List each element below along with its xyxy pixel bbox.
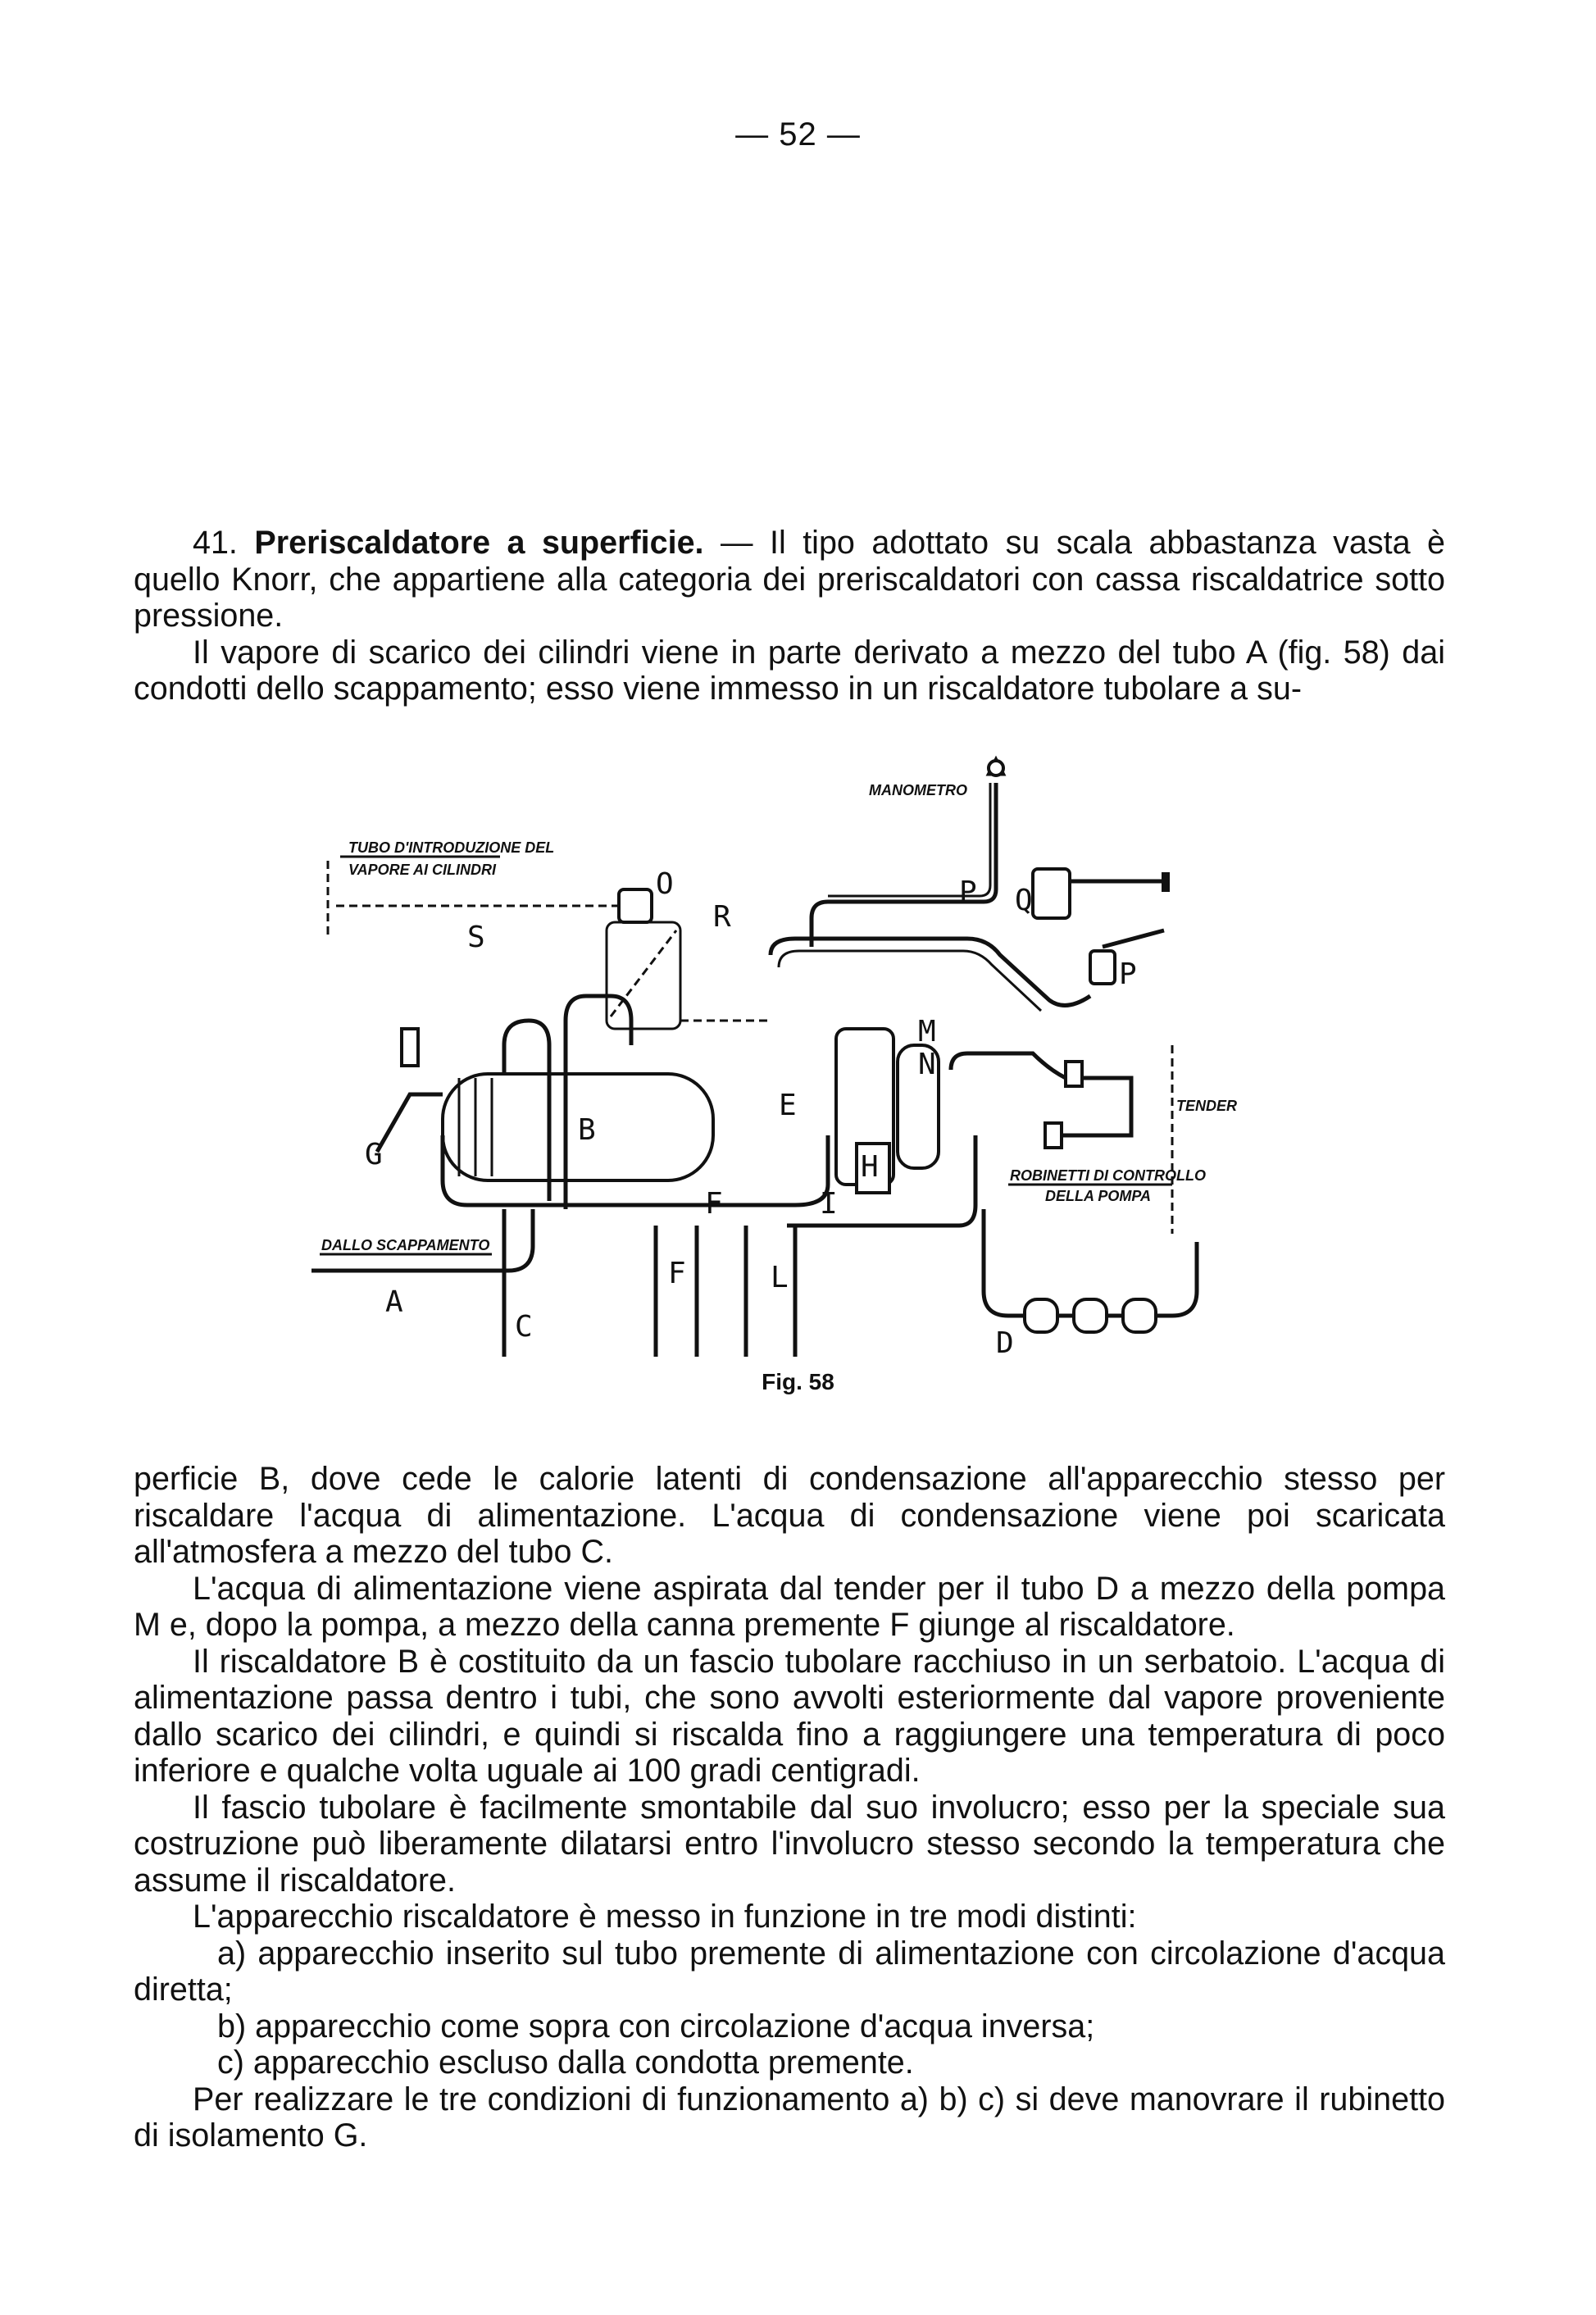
valve-q [1033,869,1070,918]
control-tap-lower [1045,1123,1062,1148]
list-item: a) apparecchio inserito sul tubo premente di alimentazione con circolazione d'acqua diretta; [134,1935,1445,2008]
label-Q: Q [1015,884,1033,917]
label-tender: TENDER [1176,1098,1238,1114]
coupling-2 [1074,1299,1107,1332]
label-E: E [779,1089,797,1122]
list-item: b) apparecchio come sopra con circolazione d'acqua inversa; [217,2008,1095,2044]
pump-supply-pipe-inner [779,951,1041,1011]
figure-58-diagram [303,750,1271,1357]
label-manometro: MANOMETRO [869,782,967,798]
valve-g-arm [377,1094,443,1152]
section-intro: — Il tipo adottato su scala abbastanza vasta è quello Knorr, che appartiene alla categoria dei preriscaldatori con cassa riscaldatrice sotto pressione. [134,525,1446,634]
pump-supply-pipe [771,939,1090,1005]
valve-p [1090,951,1115,984]
coupling-3 [1123,1299,1156,1332]
list-item: c) apparecchio escluso dalla condotta premente. [217,2044,914,2081]
section-number: 41. [193,525,238,561]
label-A: A [385,1285,403,1319]
label-F-lower: F [668,1257,686,1290]
label-G: G [365,1138,383,1171]
valve-r-diagonal [611,930,676,1017]
paragraph: Il fascio tubolare è facilmente smontabile dal suo involucro; esso per la speciale sua costruzione può liberamente dilatarsi entro l'involucro stesso secondo la temperatura che assume il riscaldatore. [134,1789,1445,1899]
pipe-end-cap [1162,873,1169,891]
valve-o [619,889,652,922]
preheater-diagram [303,750,1271,1357]
label-S: S [467,921,485,954]
label-M: M [918,1015,936,1048]
text-block-bottom [134,1461,1445,2154]
label-O: O [656,867,674,901]
label-P-top: P [959,876,977,909]
label-rubinetti-2: DELLA POMPA [1045,1188,1151,1204]
label-L: L [771,1261,789,1294]
label-R: R [713,900,731,934]
manometer-pipe [812,783,996,947]
label-tubo-introduzione-2: VAPORE AI CILINDRI [348,862,497,878]
valve-p-handle [1103,930,1164,947]
paragraph: Il vapore di scarico dei cilindri viene in parte derivato a mezzo del tubo A (fig. 58) dai condotti dello scappamento; esso viene immesso in un riscaldatore tubolare a su- [134,634,1445,707]
figure-caption: Fig. 58 [762,1369,834,1394]
label-B: B [578,1113,596,1147]
label-D: D [996,1326,1014,1357]
valve-g-stem [402,1029,418,1066]
paragraph: L'apparecchio riscaldatore è messo in funzione in tre modi distinti: [193,1899,1137,1935]
control-tap-upper [1066,1062,1082,1086]
section-paragraph [134,525,1445,634]
text-block-top [134,525,1445,707]
label-rubinetti-1: ROBINETTI DI CONTROLLO [1010,1167,1206,1184]
paragraph: L'acqua di alimentazione viene aspirata dal tender per il tubo D a mezzo della pompa M e, dopo la pompa, a mezzo della canna premente F giunge al riscaldatore. [134,1570,1445,1643]
label-I: I [820,1187,838,1221]
paragraph: Il riscaldatore B è costituito da un fascio tubolare racchiuso in un serbatoio. L'acqua di alimentazione passa dentro i tubi, che sono avvolti esteriormente dal vapore proveniente dallo scarico dei cilindri, e quindi si riscalda fino a raggiungere una temperatura di poco inferiore e qualche volta uguale ai 100 gradi centigradi. [134,1643,1445,1789]
control-tap-loop [951,1053,1131,1135]
label-tubo-introduzione-1: TUBO D'INTRODUZIONE DEL [348,839,555,856]
manometer-dial [989,761,1003,775]
label-P: P [1119,957,1137,991]
label-dallo-scappamento: DALLO SCAPPAMENTO [321,1237,490,1253]
section-title: Preriscaldatore a superficie. [254,525,704,561]
label-C: C [515,1310,533,1344]
page-number: — 52 — [735,116,861,152]
label-H: H [861,1150,879,1184]
coupling-1 [1025,1299,1057,1332]
closing-paragraph: Per realizzare le tre condizioni di funzionamento a) b) c) si deve manovrare il rubinetto di isolamento G. [134,2081,1445,2154]
label-F: F [705,1187,723,1221]
paragraph: perficie B, dove cede le calorie latenti di condensazione all'apparecchio stesso per riscaldare l'acqua di alimentazione. L'acqua di condensazione viene poi scaricata all'atmosfera a mezzo del tubo C. [134,1461,1445,1570]
label-N: N [918,1048,936,1081]
